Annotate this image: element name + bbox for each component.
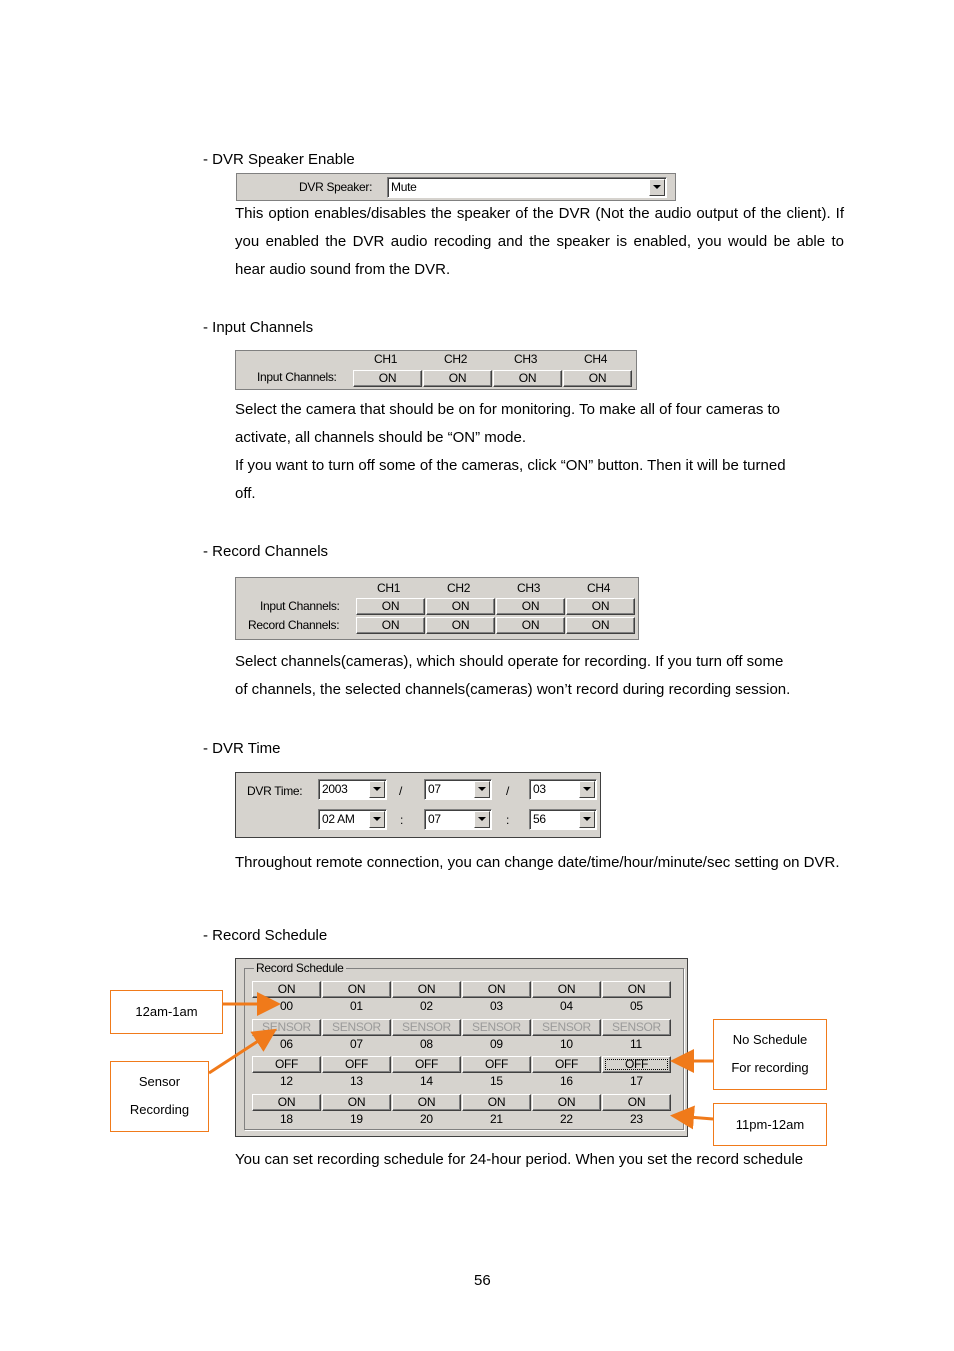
schedule-description: You can set recording schedule for 24-hour period. When you set the record schedule: [235, 1151, 804, 1168]
ch3-header: CH3: [514, 352, 538, 366]
schedule-toggle-button[interactable]: ON: [462, 1094, 531, 1111]
record-ch2-button[interactable]: ON: [426, 617, 495, 634]
schedule-toggle-button[interactable]: SENSOR: [602, 1019, 671, 1036]
schedule-hour-label: 08: [420, 1037, 433, 1051]
input-desc-line-2: activate, all channels should be “ON” mode.: [235, 429, 526, 446]
schedule-toggle-button[interactable]: OFF: [462, 1056, 531, 1073]
dvr-time-label: DVR Time:: [247, 784, 303, 798]
schedule-toggle-button[interactable]: ON: [462, 981, 531, 998]
day-value: 03: [533, 782, 546, 796]
schedule-hour-label: 10: [560, 1037, 573, 1051]
rec-ch2-header: CH2: [447, 581, 471, 595]
schedule-hour-label: 11: [630, 1037, 642, 1051]
date-separator: /: [506, 784, 510, 798]
schedule-toggle-button[interactable]: SENSOR: [322, 1019, 391, 1036]
rec-input-ch2-button[interactable]: ON: [426, 598, 495, 615]
schedule-hour-label: 09: [490, 1037, 503, 1051]
schedule-group-title: Record Schedule: [256, 961, 344, 975]
schedule-toggle-button[interactable]: SENSOR: [462, 1019, 531, 1036]
rec-input-label: Input Channels:: [260, 599, 340, 613]
ch2-header: CH2: [444, 352, 468, 366]
schedule-hour-label: 13: [350, 1074, 363, 1088]
callout-11pm: 11pm-12am: [713, 1103, 827, 1146]
schedule-hour-label: 05: [630, 999, 643, 1013]
rec-ch3-header: CH3: [517, 581, 541, 595]
schedule-toggle-button[interactable]: ON: [602, 1094, 671, 1111]
schedule-hour-label: 14: [420, 1074, 433, 1088]
schedule-hour-label: 17: [630, 1074, 643, 1088]
schedule-hour-label: 16: [560, 1074, 573, 1088]
schedule-hour-label: 23: [630, 1112, 643, 1126]
record-heading: - Record Channels: [203, 543, 329, 560]
arrow-11pm: [676, 1116, 713, 1119]
input-desc-line-4: off.: [235, 485, 256, 502]
schedule-hour-label: 00: [280, 999, 293, 1013]
month-value: 07: [428, 782, 441, 796]
ch4-header: CH4: [584, 352, 608, 366]
schedule-toggle-button[interactable]: SENSOR: [392, 1019, 461, 1036]
rec-input-ch4-button[interactable]: ON: [566, 598, 635, 615]
page-number: 56: [474, 1272, 491, 1289]
schedule-toggle-button[interactable]: OFF: [602, 1056, 671, 1073]
input-ch1-button[interactable]: ON: [353, 370, 422, 387]
schedule-toggle-button[interactable]: ON: [322, 981, 391, 998]
record-ch1-button[interactable]: ON: [356, 617, 425, 634]
rec-input-ch1-button[interactable]: ON: [356, 598, 425, 615]
time-heading: - DVR Time: [203, 740, 281, 757]
input-ch4-button[interactable]: ON: [563, 370, 632, 387]
schedule-toggle-button[interactable]: SENSOR: [252, 1019, 321, 1036]
callout-sensor-line-2: Recording: [129, 1102, 190, 1117]
ch1-header: CH1: [374, 352, 398, 366]
schedule-toggle-button[interactable]: SENSOR: [532, 1019, 601, 1036]
input-ch2-button[interactable]: ON: [423, 370, 492, 387]
schedule-hour-label: 06: [280, 1037, 293, 1051]
schedule-toggle-button[interactable]: OFF: [392, 1056, 461, 1073]
schedule-hour-label: 01: [350, 999, 363, 1013]
input-ch3-button[interactable]: ON: [493, 370, 562, 387]
input-desc-line-3: If you want to turn off some of the cameras, click “ON” button. Then it will be turned: [235, 457, 786, 474]
input-heading: - Input Channels: [203, 319, 314, 336]
time-separator: :: [400, 813, 404, 827]
schedule-hour-label: 18: [280, 1112, 293, 1126]
schedule-hour-label: 03: [490, 999, 503, 1013]
schedule-toggle-button[interactable]: ON: [532, 1094, 601, 1111]
schedule-hour-label: 02: [420, 999, 433, 1013]
input-desc-line-1: Select the camera that should be on for monitoring. To make all of four cameras to: [235, 401, 781, 418]
schedule-toggle-button[interactable]: ON: [392, 1094, 461, 1111]
record-channels-label: Record Channels:: [248, 618, 340, 632]
input-channels-label: Input Channels:: [257, 370, 337, 384]
year-value: 2003: [322, 782, 348, 796]
schedule-hour-label: 07: [350, 1037, 363, 1051]
schedule-toggle-button[interactable]: ON: [252, 1094, 321, 1111]
schedule-hour-label: 19: [350, 1112, 363, 1126]
schedule-toggle-button[interactable]: ON: [322, 1094, 391, 1111]
schedule-toggle-button[interactable]: OFF: [322, 1056, 391, 1073]
callout-no-schedule-line-1: No Schedule: [732, 1032, 808, 1047]
schedule-toggle-button[interactable]: OFF: [252, 1056, 321, 1073]
rec-ch4-header: CH4: [587, 581, 611, 595]
schedule-toggle-button[interactable]: ON: [532, 981, 601, 998]
record-desc-line-1: Select channels(cameras), which should operate for recording. If you turn off some: [235, 653, 784, 670]
second-value: 56: [533, 812, 546, 826]
schedule-toggle-button[interactable]: OFF: [532, 1056, 601, 1073]
record-desc-line-2: of channels, the selected channels(cameras) won’t record during recording session.: [235, 681, 791, 698]
schedule-hour-label: 22: [560, 1112, 573, 1126]
schedule-toggle-button[interactable]: ON: [252, 981, 321, 998]
date-separator: /: [399, 784, 403, 798]
schedule-hour-label: 15: [490, 1074, 503, 1088]
rec-input-ch3-button[interactable]: ON: [496, 598, 565, 615]
schedule-hour-label: 04: [560, 999, 573, 1013]
schedule-hour-label: 21: [490, 1112, 503, 1126]
record-ch4-button[interactable]: ON: [566, 617, 635, 634]
schedule-hour-label: 20: [420, 1112, 433, 1126]
time-description: Throughout remote connection, you can change date/time/hour/minute/sec setting on DVR.: [235, 854, 840, 871]
hour-value: 02 AM: [322, 812, 355, 826]
speaker-select-value: Mute: [391, 180, 417, 194]
schedule-toggle-button[interactable]: ON: [392, 981, 461, 998]
record-ch3-button[interactable]: ON: [496, 617, 565, 634]
callout-no-schedule-line-2: For recording: [731, 1060, 809, 1075]
arrow-sensor: [209, 1032, 272, 1073]
callout-sensor-line-1: Sensor: [138, 1074, 181, 1089]
schedule-heading: - Record Schedule: [203, 927, 328, 944]
schedule-toggle-button[interactable]: ON: [602, 981, 671, 998]
callout-12am: 12am-1am: [110, 990, 223, 1034]
time-separator: :: [506, 813, 510, 827]
minute-value: 07: [428, 812, 441, 826]
speaker-heading: - DVR Speaker Enable: [203, 151, 355, 168]
schedule-hour-label: 12: [280, 1074, 293, 1088]
rec-ch1-header: CH1: [377, 581, 401, 595]
speaker-description: This option enables/disables the speaker of the DVR (Not the audio output of the client). If you enabled the DVR audio recoding and the speaker is enabled, you would be able to hear audio sound from the DVR.: [235, 205, 844, 278]
speaker-label: DVR Speaker:: [299, 180, 373, 194]
